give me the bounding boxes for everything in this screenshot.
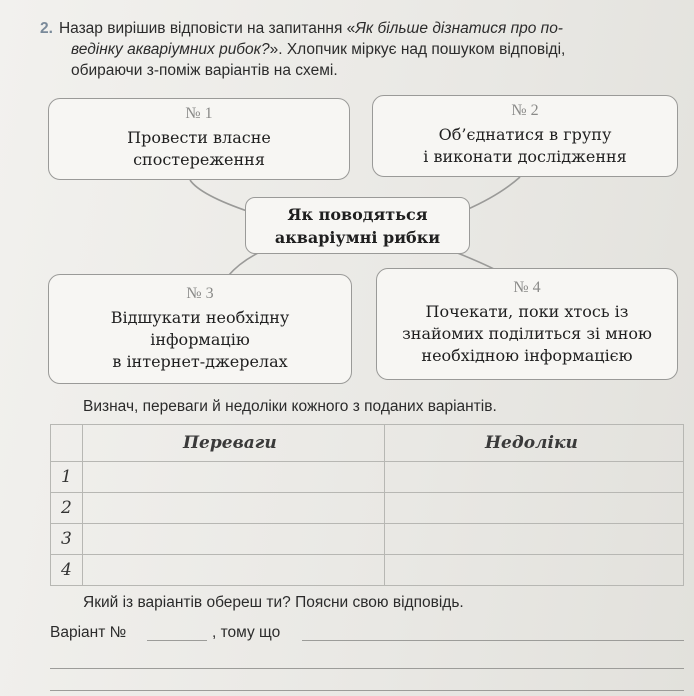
table-instruction: Визнач, переваги й недоліки кожного з поданих варіантів. (83, 398, 497, 415)
task-number: 2. (40, 20, 53, 37)
choice-question: Який із варіантів обереш ти? Поясни свою відповідь. (83, 594, 464, 611)
advantages-cell[interactable] (83, 493, 385, 524)
reason-blank-line-2[interactable] (50, 668, 684, 669)
disadvantages-cell[interactable] (385, 555, 684, 586)
advantages-cell[interactable] (83, 462, 385, 493)
row-number: 1 (51, 462, 83, 493)
option-number: № 2 (511, 102, 539, 119)
answer-middle: , тому що (212, 624, 281, 641)
disadvantages-cell[interactable] (385, 462, 684, 493)
row-number: 3 (51, 524, 83, 555)
option-text-line: необхідною інформацією (421, 346, 633, 365)
center-text-line: акваріумні рибки (274, 228, 441, 247)
pros-cons-table (50, 424, 684, 586)
table-row (51, 524, 684, 555)
scheme-center-box (245, 197, 470, 254)
option-number: № 1 (185, 105, 213, 122)
option-box-3 (48, 274, 352, 384)
option-text-line: в інтернет-джерелах (112, 352, 288, 371)
header-advantages: Переваги (83, 425, 385, 462)
answer-line (50, 624, 126, 642)
variant-number-blank[interactable] (147, 640, 207, 641)
advantages-cell[interactable] (83, 524, 385, 555)
header-number-cell (51, 425, 83, 462)
reason-blank-line-3[interactable] (50, 690, 684, 691)
option-text-line: знайомих поділиться зі мною (402, 324, 652, 343)
center-text-line: Як поводяться (287, 205, 428, 224)
table-row (51, 462, 684, 493)
advantages-cell[interactable] (83, 555, 385, 586)
option-number: № 4 (513, 279, 541, 296)
option-box-2 (372, 95, 678, 177)
option-text-line: Почекати, поки хтось із (425, 302, 629, 321)
disadvantages-cell[interactable] (385, 524, 684, 555)
task-question-part2: ведінку акваріумних рибок? (71, 41, 270, 58)
option-text-line: Відшукати необхідну (110, 308, 290, 327)
reason-blank-line-1[interactable] (302, 640, 684, 641)
answer-prefix: Варіант № (50, 624, 127, 641)
answer-middle-wrap (212, 624, 280, 642)
option-text-line: і виконати дослідження (423, 147, 627, 166)
table-row (51, 493, 684, 524)
disadvantages-cell[interactable] (385, 493, 684, 524)
row-number: 2 (51, 493, 83, 524)
table-row (51, 555, 684, 586)
option-number: № 3 (186, 285, 214, 302)
task-text-part2: ». Хлопчик міркує над пошуком відповіді, (269, 41, 566, 58)
option-text-line: Об’єднатися в групу (438, 125, 612, 144)
table-header-row (51, 425, 684, 462)
task-question-part1: Як більше дізнатися про по- (355, 20, 563, 37)
task-text-part1: Назар вирішив відповісти на запитання « (58, 20, 356, 37)
option-text-line: спостереження (133, 150, 265, 169)
option-box-1 (48, 98, 350, 180)
row-number: 4 (51, 555, 83, 586)
option-text-line: Провести власне (127, 128, 271, 147)
header-disadvantages: Недоліки (385, 425, 684, 462)
option-box-4 (376, 268, 678, 380)
task-text-part3: обираючи з-поміж варіантів на схемі. (71, 62, 338, 79)
option-text-line: інформацію (150, 330, 250, 349)
